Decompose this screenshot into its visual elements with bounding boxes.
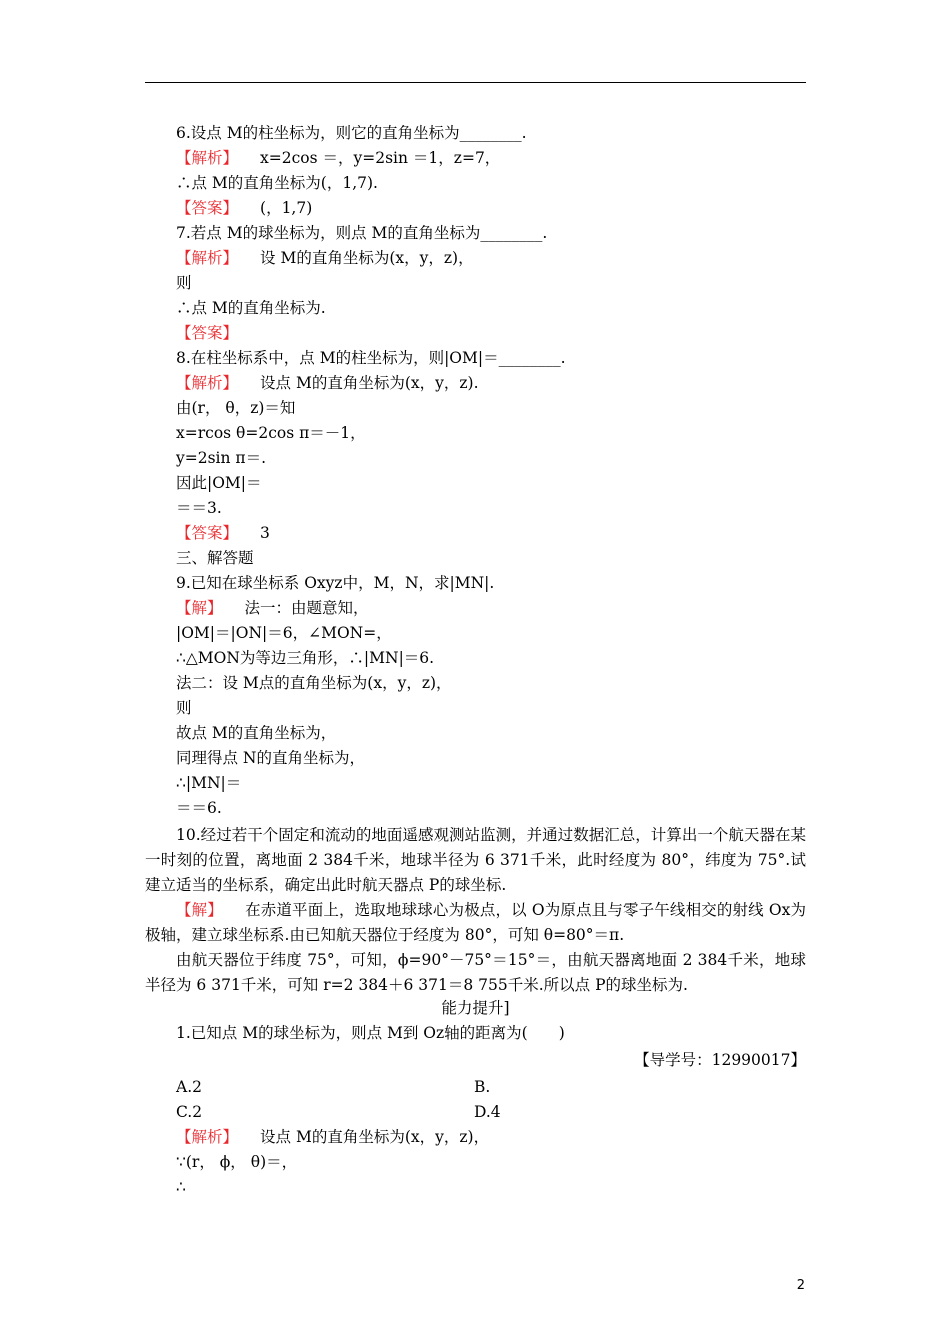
option-c: C.2 bbox=[176, 1103, 203, 1121]
options-row-2 bbox=[176, 1102, 806, 1122]
q9-line: 9.已知在球坐标系 Oxyz中，M，N，求|MN|. bbox=[176, 574, 495, 592]
q9-line5: 法二：设 M点的直角坐标为(x，y，z)， bbox=[176, 674, 452, 692]
p1-question: 1.已知点 M的球坐标为，则点 M到 Oz轴的距离为( ) bbox=[176, 1024, 565, 1042]
analysis-tag: 【解析】 bbox=[176, 249, 239, 267]
answer-tag: 【答案】 bbox=[176, 524, 239, 542]
section-heading: 三、解答题 bbox=[176, 549, 254, 567]
q8-line5: y=2sin π＝. bbox=[176, 449, 267, 467]
q9-line6: 则 bbox=[176, 699, 192, 717]
q8-line: 8.在柱坐标系中，点 M的柱坐标为，则|OM|＝________. bbox=[176, 349, 566, 367]
q8-line3: 由(r， θ，z)＝知 bbox=[176, 399, 296, 417]
q7-line3: 则 bbox=[176, 274, 192, 292]
q6-line3: ∴点 M的直角坐标为(，1,7). bbox=[176, 174, 378, 192]
solution-tag: 【解】 bbox=[176, 599, 223, 617]
q9-solution: 【解】 法一：由题意知， bbox=[176, 599, 369, 617]
q9-line3: |OM|＝|ON|＝6，∠MON=， bbox=[176, 624, 392, 642]
q8-analysis: 【解析】 设点 M的直角坐标为(x，y，z). bbox=[176, 374, 479, 392]
q8-line7: ＝＝3. bbox=[176, 499, 222, 517]
section-title: 能力提升] bbox=[441, 999, 510, 1017]
options-row-1 bbox=[176, 1077, 806, 1097]
option-d: D.4 bbox=[474, 1103, 501, 1121]
option-b: B. bbox=[474, 1078, 491, 1096]
q9-line4: ∴△MON为等边三角形，∴|MN|＝6. bbox=[176, 649, 435, 667]
q8-answer: 【答案】 3 bbox=[176, 524, 270, 542]
p1-line3: ∴ bbox=[176, 1178, 186, 1196]
q10-solution-2: 由航天器位于纬度 75°，可知，ϕ=90°－75°＝15°＝，由航天器离地面 2 384千米，地球半径为 6 371千米，可知 r=2 384＋6 371＝8 755千米.所以点 P的球坐标为. bbox=[145, 951, 806, 994]
analysis-tag: 【解析】 bbox=[176, 149, 239, 167]
q6-analysis: 【解析】 x=2cos ＝，y=2sin ＝1，z=7， bbox=[176, 149, 501, 167]
analysis-tag: 【解析】 bbox=[176, 374, 239, 392]
q9-line7: 故点 M的直角坐标为， bbox=[176, 724, 337, 742]
page-number: 2 bbox=[796, 1278, 805, 1293]
option-a: A.2 bbox=[176, 1078, 202, 1096]
guide-number: 【导学号：12990017】 bbox=[634, 1051, 806, 1069]
q8-line6: 因此|OM|＝ bbox=[176, 474, 262, 492]
p1-line2: ∵(r， ϕ， θ)＝， bbox=[176, 1153, 298, 1171]
q7-analysis: 【解析】 设 M的直角坐标为(x，y，z)， bbox=[176, 249, 474, 267]
header-rule bbox=[145, 82, 806, 83]
q9-line8: 同理得点 N的直角坐标为， bbox=[176, 749, 365, 767]
q6-line: 6.设点 M的柱坐标为，则它的直角坐标为________. bbox=[176, 124, 527, 142]
solution-tag: 【解】 bbox=[176, 901, 223, 919]
p1-analysis: 【解析】 设点 M的直角坐标为(x，y，z)， bbox=[176, 1128, 490, 1146]
analysis-tag: 【解析】 bbox=[176, 1128, 239, 1146]
q10-solution-1: 【解】 在赤道平面上，选取地球球心为极点，以 O为原点且与零子午线相交的射线 Ox为极轴，建立球坐标系.由已知航天器位于经度为 80°，可知 θ=80°＝π. bbox=[145, 901, 806, 944]
q7-line4: ∴点 M的直角坐标为. bbox=[176, 299, 326, 317]
q7-answer bbox=[176, 323, 238, 343]
q7-line: 7.若点 M的球坐标为，则点 M的直角坐标为________. bbox=[176, 224, 548, 242]
q8-line4: x=rcos θ=2cos π＝－1， bbox=[176, 424, 366, 442]
q10-paragraph: 10.经过若干个固定和流动的地面遥感观测站监测，并通过数据汇总，计算出一个航天器在某一时刻的位置，离地面 2 384千米，地球半径为 6 371千米，此时经度为 80°，纬度为 75°.试建立适当的坐标系，确定出此时航天器点 P的球坐标. bbox=[145, 826, 806, 894]
answer-tag: 【答案】 bbox=[176, 199, 239, 217]
q9-line9: ∴|MN|＝ bbox=[176, 774, 242, 792]
q9-line10: ＝＝6. bbox=[176, 799, 222, 817]
answer-tag: 【答案】 bbox=[176, 324, 239, 342]
q6-answer: 【答案】 (，1,7) bbox=[176, 199, 313, 217]
